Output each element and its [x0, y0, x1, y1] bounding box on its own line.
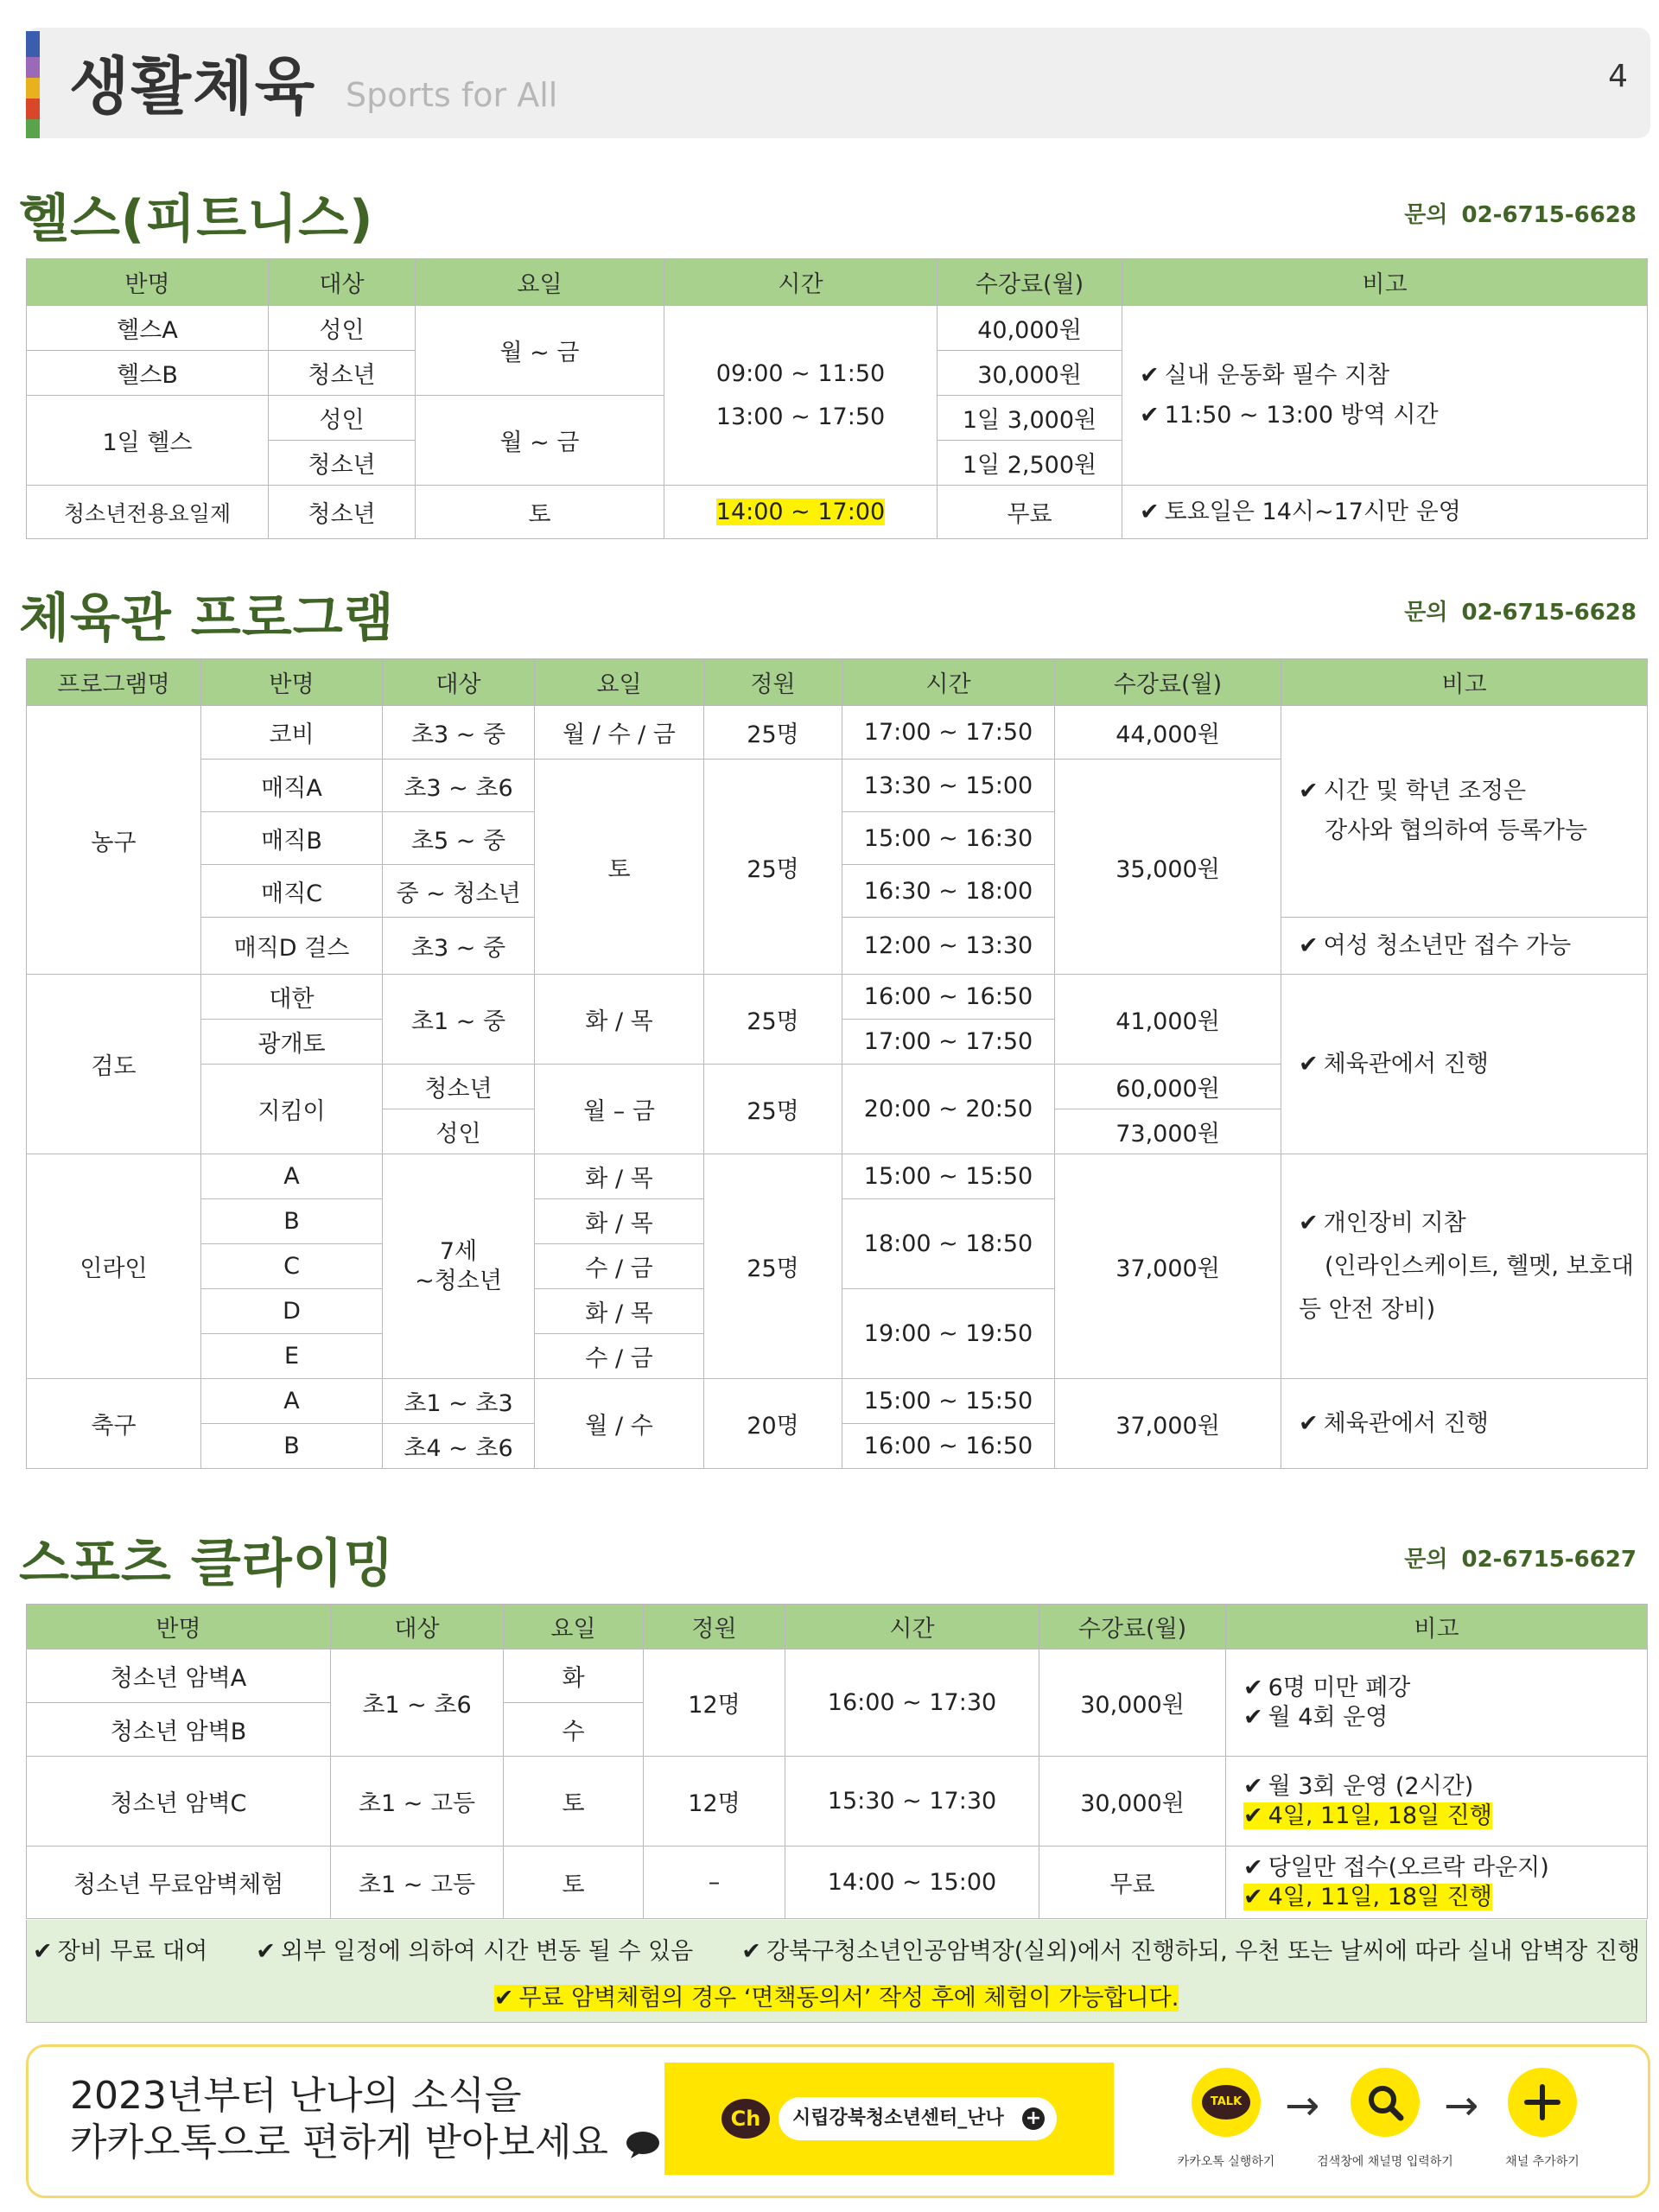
col-header: 정원	[704, 659, 842, 706]
class-name: A	[201, 1154, 383, 1199]
target: 청소년	[383, 1065, 535, 1109]
kakao-promo-banner	[26, 2044, 1650, 2198]
time: 16:00 ~ 16:50	[842, 975, 1055, 1020]
capacity: 12명	[644, 1649, 785, 1757]
days: 월 – 금	[535, 1065, 704, 1154]
days: 수 / 금	[535, 1244, 704, 1289]
capacity: 25명	[704, 760, 842, 975]
note-cell	[1122, 306, 1648, 486]
check-icon: ✔	[1243, 1802, 1263, 1829]
page-number: 4	[1608, 59, 1628, 94]
col-header: 요일	[416, 259, 664, 306]
class-name: 매직C	[201, 865, 383, 918]
time: 18:00 ~ 18:50	[842, 1199, 1055, 1289]
arrow-right-icon: →	[1444, 2082, 1479, 2130]
step-caption: 카카오톡 실행하기	[1177, 2155, 1275, 2169]
note-cell	[1226, 1757, 1648, 1847]
target: 초1 ~ 고등	[331, 1757, 504, 1847]
target: 초3 ~ 중	[383, 706, 535, 760]
target: 초5 ~ 중	[383, 812, 535, 865]
days: 월 / 수 / 금	[535, 706, 704, 760]
check-icon: ✔	[1243, 1883, 1263, 1910]
climbing-footnotes	[26, 1920, 1647, 2023]
time: 15:00 ~ 15:50	[842, 1379, 1055, 1424]
table-row	[27, 1379, 1648, 1424]
note-item: ✔ 11:50 ~ 13:00 방역 시간	[1140, 401, 1439, 429]
kakao-channel-box[interactable]	[664, 2063, 1114, 2175]
note-item: ✔ 당일만 접수(오르락 라운지)	[1243, 1853, 1549, 1881]
class-name: A	[201, 1379, 383, 1424]
target: 초1 ~ 고등	[331, 1847, 504, 1919]
days: 화 / 목	[535, 1289, 704, 1334]
table-row	[27, 486, 1648, 539]
class-name: 1일 헬스	[27, 396, 269, 486]
col-header: 시간	[842, 659, 1055, 706]
col-header: 시간	[785, 1605, 1039, 1649]
page-subtitle: Sports for All	[346, 76, 558, 114]
color-bar-decoration	[26, 31, 40, 138]
program-name: 검도	[27, 975, 201, 1154]
note-item: ✔ 6명 미만 폐강	[1243, 1674, 1411, 1701]
days: 월 / 수	[535, 1379, 704, 1469]
col-header: 요일	[504, 1605, 644, 1649]
days: 토	[535, 760, 704, 975]
footnote-row	[27, 1932, 1646, 1966]
fee: 73,000원	[1055, 1109, 1281, 1154]
target: 성인	[269, 396, 416, 441]
health-table	[26, 258, 1648, 539]
search-icon	[1351, 2068, 1420, 2137]
days: 월 ~ 금	[416, 306, 664, 396]
time: 12:00 ~ 13:30	[842, 918, 1055, 975]
class-name: 매직D 걸스	[201, 918, 383, 975]
target: 7세 ~청소년	[383, 1154, 535, 1379]
note-cell	[1226, 1847, 1648, 1919]
capacity: 25명	[704, 975, 842, 1065]
note-item: ✔ 월 4회 운영	[1243, 1703, 1389, 1731]
target: 성인	[269, 306, 416, 351]
time: 17:00 ~ 17:50	[842, 1020, 1055, 1065]
capacity: 12명	[644, 1757, 785, 1847]
target: 초3 ~ 초6	[383, 760, 535, 812]
check-icon: ✔	[1243, 1703, 1263, 1731]
class-name: 헬스B	[27, 351, 269, 396]
table-row	[27, 1757, 1648, 1847]
check-icon: ✔	[1140, 498, 1160, 525]
check-icon: ✔	[1299, 1409, 1319, 1437]
class-name: 광개토	[201, 1020, 383, 1065]
target: 중 ~ 청소년	[383, 865, 535, 918]
col-header: 비고	[1281, 659, 1648, 706]
time: 13:30 ~ 15:00	[842, 760, 1055, 812]
fee: 60,000원	[1055, 1065, 1281, 1109]
time: 14:00 ~ 17:00	[715, 499, 886, 525]
check-icon: ✔	[1299, 778, 1319, 804]
table-row	[27, 1649, 1648, 1703]
days: 수 / 금	[535, 1334, 704, 1379]
class-name: 청소년 암벽B	[27, 1703, 331, 1757]
footnote-item: ✔ 장비 무료 대여	[32, 1938, 208, 1965]
note-item: ✔ 월 3회 운영 (2시간)	[1243, 1772, 1474, 1800]
capacity: –	[644, 1847, 785, 1919]
arrow-right-icon: →	[1285, 2082, 1320, 2130]
table-row	[27, 1154, 1648, 1199]
target: 초4 ~ 초6	[383, 1424, 535, 1469]
fee: 41,000원	[1055, 975, 1281, 1065]
days: 화	[504, 1649, 644, 1703]
col-header: 비고	[1226, 1605, 1648, 1649]
note-item: 등 안전 장비)	[1299, 1295, 1436, 1323]
time-highlighted	[664, 486, 938, 539]
check-icon: ✔	[1299, 1209, 1319, 1236]
class-name: B	[201, 1424, 383, 1469]
class-name: 매직A	[201, 760, 383, 812]
class-name: 매직B	[201, 812, 383, 865]
target: 초1 ~ 초3	[383, 1379, 535, 1424]
class-name: 청소년전용요일제	[27, 486, 269, 539]
plus-icon: +	[1022, 2107, 1045, 2130]
gym-table	[26, 658, 1648, 1469]
note-cell: ✔ 토요일은 14시~17시만 운영	[1122, 486, 1648, 539]
class-name: D	[201, 1289, 383, 1334]
check-icon: ✔	[1299, 931, 1319, 959]
note-cell	[1281, 1154, 1648, 1379]
note-item: ✔ 4일, 11일, 18일 진행	[1243, 1802, 1492, 1829]
contact-health	[1404, 197, 1637, 229]
fee: 무료	[1039, 1847, 1226, 1919]
table-row	[27, 706, 1648, 760]
note-cell	[1281, 706, 1648, 918]
target: 초1 ~ 초6	[331, 1649, 504, 1757]
contact-phone: 02-6715-6628	[1461, 600, 1637, 626]
time: 16:30 ~ 18:00	[842, 865, 1055, 918]
note-item: (인라인스케이트, 헬멧, 보호대	[1325, 1252, 1634, 1280]
check-icon: ✔	[1243, 1674, 1263, 1701]
col-header: 정원	[644, 1605, 785, 1649]
fee: 1일 3,000원	[938, 396, 1122, 441]
days: 화 / 목	[535, 975, 704, 1065]
days: 토	[504, 1757, 644, 1847]
col-header: 요일	[535, 659, 704, 706]
check-icon: ✔	[1243, 1853, 1263, 1881]
col-header: 대상	[331, 1605, 504, 1649]
footnote-item: ✔ 외부 일정에 의하여 시간 변동 될 수 있음	[256, 1938, 694, 1965]
class-name: 대한	[201, 975, 383, 1020]
check-icon: ✔	[493, 1985, 514, 2012]
time: 16:00 ~ 16:50	[842, 1424, 1055, 1469]
capacity: 25명	[704, 1154, 842, 1379]
target: 청소년	[269, 486, 416, 539]
fee: 37,000원	[1055, 1154, 1281, 1379]
page-title: 생활체육	[69, 50, 317, 123]
col-header: 반명	[27, 1605, 331, 1649]
days: 토	[416, 486, 664, 539]
promo-text: 2023년부터 난나의 소식을 카카오톡으로 편하게 받아보세요	[70, 2073, 660, 2166]
note-cell: ✔ 체육관에서 진행	[1281, 1379, 1648, 1469]
note-item: 강사와 협의하여 등록가능	[1325, 817, 1588, 844]
time: 14:00 ~ 15:00	[785, 1847, 1039, 1919]
program-name: 농구	[27, 706, 201, 975]
table-row	[27, 975, 1648, 1020]
contact-climbing	[1404, 1541, 1637, 1573]
check-icon: ✔	[1243, 1772, 1263, 1800]
note-item: ✔ 개인장비 지참	[1299, 1209, 1466, 1236]
fee: 1일 2,500원	[938, 441, 1122, 486]
fee: 44,000원	[1055, 706, 1281, 760]
col-header: 시간	[664, 259, 938, 306]
days: 화 / 목	[535, 1199, 704, 1244]
contact-label: 문의	[1404, 202, 1448, 228]
class-name: 헬스A	[27, 306, 269, 351]
target: 성인	[383, 1109, 535, 1154]
target: 청소년	[269, 441, 416, 486]
days: 월 ~ 금	[416, 396, 664, 486]
program-name: 축구	[27, 1379, 201, 1469]
kakao-talk-icon: TALK	[1192, 2068, 1261, 2137]
class-name: C	[201, 1244, 383, 1289]
time: 15:30 ~ 17:30	[785, 1757, 1039, 1847]
speech-bubble-icon	[626, 2130, 660, 2159]
class-name: 지킴이	[201, 1065, 383, 1154]
table-row	[27, 1847, 1648, 1919]
step-caption: 채널 추가하기	[1505, 2155, 1580, 2169]
time: 13:00 ~ 17:50	[715, 403, 886, 430]
time: 20:00 ~ 20:50	[842, 1065, 1055, 1154]
fee: 35,000원	[1055, 760, 1281, 975]
time: 16:00 ~ 17:30	[785, 1649, 1039, 1757]
page-header	[26, 28, 1650, 138]
fee: 37,000원	[1055, 1379, 1281, 1469]
target: 초3 ~ 중	[383, 918, 535, 975]
note-cell	[1226, 1649, 1648, 1757]
note-item: ✔ 시간 및 학년 조정은	[1299, 778, 1527, 804]
time: 09:00 ~ 11:50	[715, 359, 886, 387]
fee: 40,000원	[938, 306, 1122, 351]
contact-phone: 02-6715-6628	[1461, 202, 1637, 228]
section-title-gym: 체육관 프로그램	[19, 588, 395, 649]
col-header: 수강료(월)	[1055, 659, 1281, 706]
table-header-row	[27, 1605, 1648, 1649]
time: 15:00 ~ 16:30	[842, 812, 1055, 865]
check-icon: ✔	[1299, 1050, 1319, 1077]
step-caption: 검색창에 채널명 입력하기	[1317, 2155, 1453, 2169]
time: 15:00 ~ 15:50	[842, 1154, 1055, 1199]
time: 17:00 ~ 17:50	[842, 706, 1055, 760]
col-header: 대상	[269, 259, 416, 306]
target: 초1 ~ 중	[383, 975, 535, 1065]
section-title-climbing: 스포츠 클라이밍	[19, 1534, 395, 1594]
capacity: 25명	[704, 1065, 842, 1154]
check-icon: ✔	[1140, 361, 1160, 389]
capacity: 20명	[704, 1379, 842, 1469]
note-cell: ✔ 여성 청소년만 접수 가능	[1281, 918, 1648, 975]
footnote-item: ✔ 강북구청소년인공암벽장(실외)에서 진행하되, 우천 또는 날씨에 따라 실내 암벽장 진행	[741, 1938, 1641, 1965]
class-name: 코비	[201, 706, 383, 760]
table-header-row	[27, 659, 1648, 706]
class-name: E	[201, 1334, 383, 1379]
contact-label: 문의	[1404, 600, 1448, 626]
time-cell	[664, 306, 938, 486]
target: 청소년	[269, 351, 416, 396]
days: 화 / 목	[535, 1154, 704, 1199]
step-add-channel	[1456, 2068, 1629, 2170]
note-item: ✔ 4일, 11일, 18일 진행	[1243, 1883, 1492, 1910]
col-header: 수강료(월)	[1039, 1605, 1226, 1649]
climbing-table	[26, 1604, 1648, 1919]
col-header: 반명	[201, 659, 383, 706]
note-item: ✔ 실내 운동화 필수 지참	[1140, 361, 1390, 389]
col-header: 대상	[383, 659, 535, 706]
contact-phone: 02-6715-6627	[1461, 1547, 1637, 1573]
table-row	[27, 306, 1648, 351]
program-name: 인라인	[27, 1154, 201, 1379]
class-name: B	[201, 1199, 383, 1244]
footnote-highlight: ✔ 무료 암벽체험의 경우 ‘면책동의서’ 작성 후에 체험이 가능합니다.	[493, 1985, 1179, 2012]
channel-name-pill[interactable]: 시립강북청소년센터_난나 +	[779, 2097, 1057, 2140]
fee: 무료	[938, 486, 1122, 539]
fee: 30,000원	[938, 351, 1122, 396]
note-cell: ✔ 체육관에서 진행	[1281, 975, 1648, 1154]
class-name: 청소년 암벽A	[27, 1649, 331, 1703]
col-header: 수강료(월)	[938, 259, 1122, 306]
table-header-row	[27, 259, 1648, 306]
fee: 30,000원	[1039, 1649, 1226, 1757]
section-title-health: 헬스(피트니스)	[19, 189, 374, 250]
class-name: 청소년 암벽C	[27, 1757, 331, 1847]
check-icon: ✔	[1140, 401, 1160, 429]
check-icon: ✔	[32, 1938, 53, 1965]
contact-gym	[1404, 594, 1637, 626]
capacity: 25명	[704, 706, 842, 760]
add-icon	[1508, 2068, 1577, 2137]
col-header: 프로그램명	[27, 659, 201, 706]
col-header: 반명	[27, 259, 269, 306]
days: 토	[504, 1847, 644, 1919]
check-icon: ✔	[256, 1938, 276, 1965]
days: 수	[504, 1703, 644, 1757]
class-name: 청소년 무료암벽체험	[27, 1847, 331, 1919]
time: 19:00 ~ 19:50	[842, 1289, 1055, 1379]
kakao-channel-logo: Ch	[721, 2099, 770, 2139]
contact-label: 문의	[1404, 1547, 1448, 1573]
check-icon: ✔	[741, 1938, 761, 1965]
col-header: 비고	[1122, 259, 1648, 306]
fee: 30,000원	[1039, 1757, 1226, 1847]
